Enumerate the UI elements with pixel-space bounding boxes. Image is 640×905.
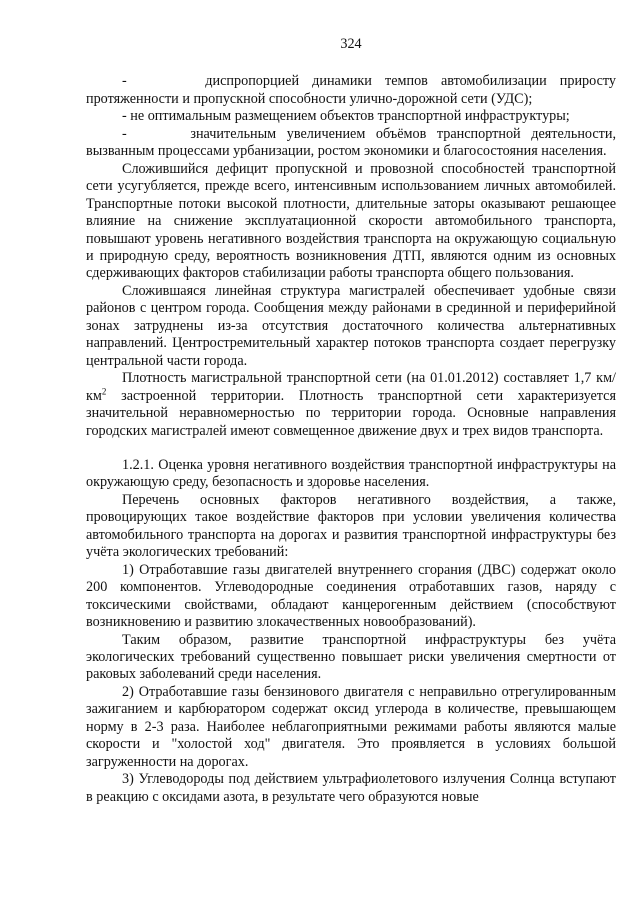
bullet-paragraph: - диспропорцией динамики темпов автомобилизации приросту протяженности и пропускной способности улично-дорожной сети (УДС); [86,73,616,107]
body-paragraph: 2) Отработавшие газы бензинового двигателя с неправильно отрегулированным зажиганием и карбюратором содержат оксид углерода в количестве, превышающем норму в 2-3 раза. Наиболее неблагоприятными режимами работы являются малые скорости и "холостой ход" двигателя. Это проявляется в условиях большой загруженности на дорогах. [86,683,616,770]
density-text-start: Плотность магистральной транспортной сети (на 01.01.2012) составляет 1,7 км/км [86,370,616,404]
document-page [86,36,616,806]
bullet-paragraph: - не оптимальным размещением объектов транспортной инфраструктуры; [122,108,570,125]
body-paragraph: Сложившаяся линейная структура магистралей обеспечивает удобные связи районов с центром города. Сообщения между районами в срединной и периферийной зонах затруднены из-за отсутствия достаточного количества альтернативных направлений. Центростремительный характер потоков транспорта создает перегрузку центральной части города. [86,282,616,369]
body-paragraph: Перечень основных факторов негативного воздействия, а также, провоцирующих такое воздействие факторов при условии увеличения количества автомобильного транспорта на дорогах и развития транспортной инфраструктуры без учёта экологических требований: [86,491,616,561]
page-number: 324 [340,36,362,52]
body-paragraph: Сложившийся дефицит пропускной и провозной способностей транспортной сети усугубляется, прежде всего, интенсивным использованием личных автомобилей. Транспортные потоки высокой плотности, длительные заторы оказывают решающее влияние на снижение эксплуатационной скорости автомобильного транспорта, повышают уровень негативного воздействия транспорта на окружающую социальную и природную среду, вероятность возникновения ДТП, являются одним из основных сдерживающих факторов стабилизации работы транспорта общего пользования. [86,160,616,282]
density-paragraph [86,370,616,440]
body-paragraph: Таким образом, развитие транспортной инфраструктуры без учёта экологических требований существенно повышает риски увеличения смертности от раковых заболеваний среди населения. [86,631,616,683]
body-paragraph: 1) Отработавшие газы двигателей внутреннего сгорания (ДВС) содержат около 200 компонентов. Углеводородные соединения отработавших газов, наряду с токсическими свойствами, обладают канцерогенным действием (способствуют возникновению и развитию злокачественных новообразований). [86,561,616,631]
density-text-end: застроенной территории. Плотность транспортной сети характеризуется значительной неравномерностью по территории города. Основные направления городских магистралей имеют совмещенное движение двух и трех видов транспорта. [86,387,616,439]
superscript: 2 [101,385,107,396]
body-paragraph: 3) Углеводороды под действием ультрафиолетового излучения Солнца вступают в реакцию с оксидами азота, в результате чего образуются новые [86,771,616,805]
bullet-paragraph: - значительным увеличением объёмов транспортной деятельности, вызванным процессами урбанизации, ростом экономики и благосостояния населения. [86,125,616,160]
section-heading: 1.2.1. Оценка уровня негативного воздействия транспортной инфраструктуры на окружающую среду, безопасность и здоровье населения. [86,456,616,491]
